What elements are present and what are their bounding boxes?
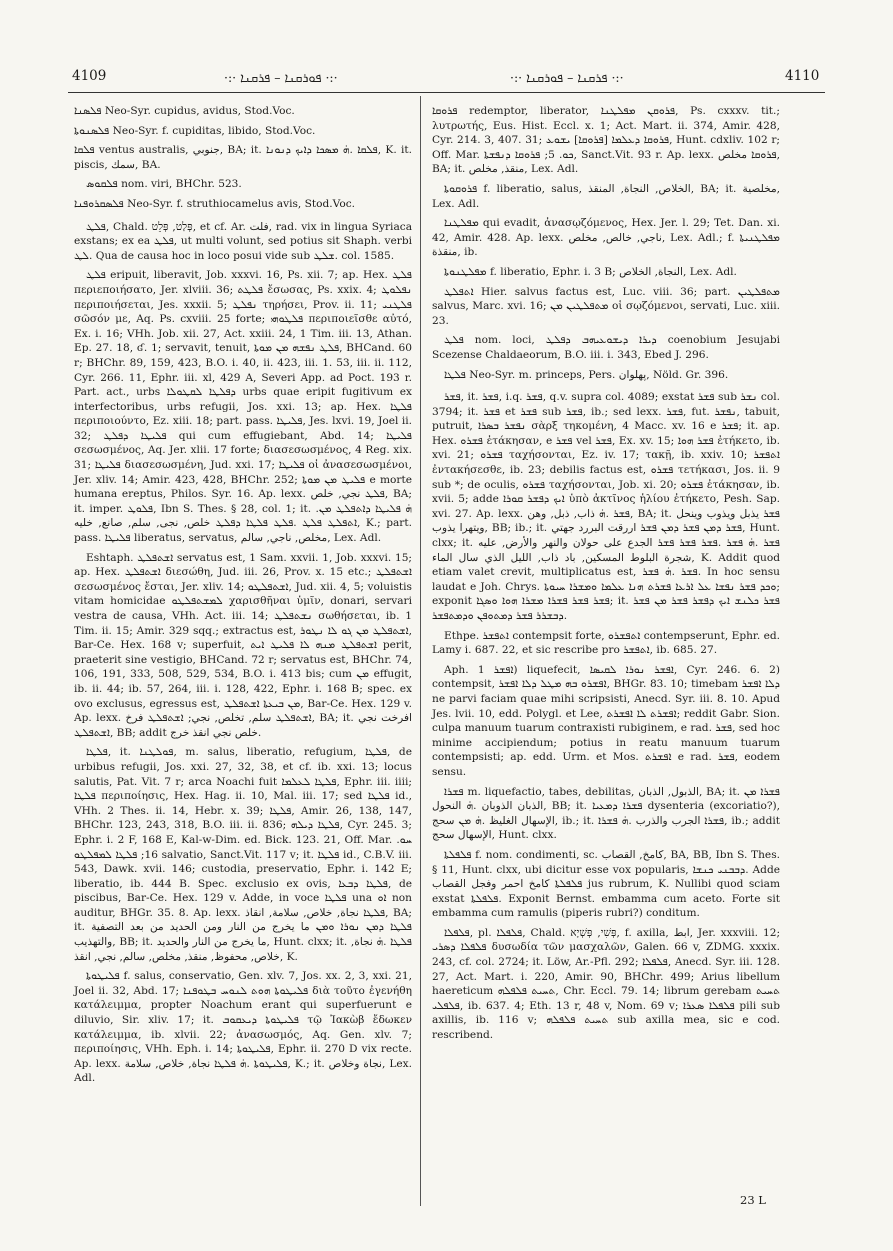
lexicon-entry: ܦܪܘܩܘܬܐ f. liberatio, salus, ﺍﻟﺨﻼﺹ, ﺍﻟﻨﺠﺎﺓ, ﺍﻟﻤﻨﻘﺬ, BA; it. ﻣﺨﻠﺼﻴﺔ, Lex. Adl.	[432, 182, 780, 210]
page-header	[0, 68, 893, 92]
lexicon-entry: ܐܬܦܠܛ Hier. salvus factus est, Luc. viii. 36; part. ܡܬܦܠܛܝܢ salvus, Marc. xvi. 16; ܡܬܦܠܛܝܢ ܡܢ οἱ σῳζόμενοι, servati, Luc. xiii. 23.	[432, 285, 781, 327]
left-column	[74, 104, 412, 1091]
lexicon-entry: ܦܠܣܢܘܬܐ Neo-Syr. f. cupiditas, libido, Stod.Voc.	[74, 124, 316, 137]
right-column	[432, 104, 780, 1048]
column-divider	[420, 96, 421, 1206]
lexicon-entry: Aph. ܐܦܫܪ 1) liquefecit, ܐܦܫܪ ܢܘܪܐ ܠܩܝܣܐ, Cyr. 246. 6. 2) contempsit, ܐܦܫܪܘ ܒܗ ܡܛܠ ܕܠܐ ܐܦܫܪ, BHGr. 83. 10; timebam ܕܠܐ ܐܦܫܪ ne parvi faciam quae mihi scripsisti, Anecd. Syr. iii. 8. 10. Apud Jes. lvii. 10, edd. Polygl. et Lee, ܐܦܫܪܬ ܠܐ ܐܦܫܪܬ; reddit Gabr. Sion. culpa manuum tuarum contraxisti rubiginem, e rad. ܦܫܪ, sed hoc minime accipiendum; potius in reatu manuum tuarum contempsisti; ap. edd. Urm. et Mos. ܐܦܫܪܬ e rad. ܦܫܪ, eodem sensu.	[432, 663, 781, 778]
lexicon-entry: ܦܪܘܩܐ redemptor, liberator, ܦܪܘܩܢ ܡܦܠܛܢܐ, Ps. cxxxv. tit.; λυτρωτής, Eus. Hist. Eccl. x. 1; Act. Mart. ii. 374, Amir. 428, Cyr. 214. 3, 407. 31; ܦܪܘܩܐ ܕܥܠܡܐ [ܦܪܘܩܐ] ܝܫܘܥ, Hunt. cdxliv. 102 r; Off. Mar. ܟܘ. 5; ܦܪܘܩܐ ܕܢܦܫܬܐ, Sanct.Vit. 93 r. Ap. lexx. ܦܪܘܩܐ ﻣﺨﻠﺺ, BA; it. ﻣﻨﻘﺬ, ﻣﺨﻠﺺ, Lex. Adl.	[432, 105, 781, 176]
signature-mark: 23 L	[740, 1193, 766, 1207]
lexicon-entry: ܦܠܦܠܬܐ f. nom. condimenti, sc. ﻛﺎﻣﺦ, ﺍﻟﻘﺼﺎﺏ, BA, BB, Ibn S. Thes. § 11, Hunt. clxx, ubi dicitur esse vox popularis, ܕܒܒܢܝ ܟܢܫܐ. Adde ܦܠܦܠܬܐ ﻛﺎﻣﺦ ﺍﺣﻤﺮ ﻭﻓﺠﻞ ﺍﻟﻘﺼﺎﺏ jus rubrum, K. Nullibi quod sciam exstat ܦܠܦܠܬܐ. Exponit Bernst. embamma cum aceto. Forte sit embamma cum ramulis (piperis rubri?) conditum.	[432, 848, 781, 920]
header-rule	[68, 92, 825, 93]
lexicon-entry: ܦܫܪܐ m. liquefactio, tabes, debilitas, ﺍﻟﺬﺑﻮﻝ, ﺍﻟﺬﺑﺎﻥ, BA; it. ܦܫܪܐ ܡܢ ﺍﻟﺬﺑﺎﻥ ﺍﻟﺬﻭﺑﺎﻥ .ܗ̇ ﺍﻟﻨﺤﻮﻝ, BB; it. ܦܫܪܐ ܕܡܥܝܐ dysenteria (excoriatio?), ﺍﻹﺳﻬﺎﻝ ﺍﻟﻐﻠﻴﻆ .ܗ̇ ܡܢ ﺳﺤﺞ, ib.; it. ܦܫܪܐ ﺍﻟﺠﺮﺏ ﻭﺍﻟﺬﺭﺏ .ܗ̇ ܦܫܪܐ, ib.; addit ﺍﻹﺳﻬﺎﻝ ﺳﺤﺞ, Hunt. clxx.	[432, 785, 781, 842]
lexicon-entry: ܦܠܝܛܘܬܐ f. salus, conservatio, Gen. xlv. 7, Jos. xx. 2, 3, xxi. 21, Joel ii. 32, Abd. 17; ܦܠܝܛܘܬܐ ܗܘܬ ܠܢܘܚ ܒܛܘܦܢܐ διὰ τοῦτο ἐγενήθη κατάλειμμα, propter Noachum erant qui superfuerunt e diluvio, Sir. xliv. 17; it. ܦܠܝܛܘܬܐ ܕܝܥܩܘܒ τῷ Ἰακὼβ ἔδωκεν κατάλειμμα, ib. xlvii. 22; ἀνασωσμός, Aq. Gen. xlv. 7; περιποίησις, VHh. Eph. i. 14; ܦܠܝܛܘܬܐ, Ephr. ii. 270 D vix recte. Ap. lexx. ܦܠܝܛܘܬܐ .ܗ̇ ܦܠܛܐ ﻧﺠﺎﺓ, ﺧﻼﺹ, ﺳﻼﻣﺔ, K.; it. ﻧﺠﺎﺓ ﻭﺧﻼﺹ, Lex. Adl.	[74, 970, 413, 1085]
lexicon-entry: ܡܦܠܛܢܐ qui evadit, ἀνασῳζόμενος, Hex. Jer. l. 29; Tet. Dan. xi. 42, Amir. 428. Ap. lexx. ﻧﺎﺟﻲ, ﺧﺎﻟﺺ, ﻣﺨﻠﺺ, Lex. Adl.; f. ܡܦܠܛܢܝܬܐ ﻣﻨﻘﺬﺓ, ib.	[432, 217, 780, 259]
page-number-left: 4109	[72, 68, 107, 84]
lexicon-entry: ܦܠܛܐ Neo-Syr. m. princeps, Pers. ﭘﻬﻠﻮﺍﻥ, Nöld. Gr. 396.	[444, 368, 729, 381]
running-head-left: ·:· ܦܘܪܩܢܐ – ܦܪܩܢܐ ·:·	[224, 70, 338, 85]
lexicon-entry: Eshtaph. ܐܫܬܦܠܛ servatus est, 1 Sam. xxvii. 1, Job. xxxvi. 15; ap. Hex. ܐܫܬܦܠܛ διεσώθη, Jud. iii. 26, Prov. x. 15 etc.; ܐܫܬܦܠܛ σεσωσμένος ἔσται, Jer. xliv. 14; ܐܫܬܦܠܛܘ, Jud. xii. 4, 5; voluistis vitam homicidae ܠܡܫܬܦܠܛܘ χαρισθῆναι ὑμῖν, donari, servari vestra de causa, VHh. Act. iii. 14; ܢܫܬܦܠܛ σωθήσεται, ib. 1 Tim. ii. 15; Amir. 329 sqq.; extractus est, ܐܫܬܦܠܛ ܡܢ ܓܘ ܠܐ ܢܛܘܪ, Bar-Ce. Hex. 168 v; superfuit, ܐܫܬܦܠܛ ܡܢܗ ܠܐ ܦܠܝܛ ܐܝܬ perit, praeterit sine vestigio, BHCand. 72 r; servatus est, BHChr. 74, 106, 191, 333, 508, 529, 534, B.O. i. 413 bis; cum ܡܢ effugit, ib. ii. 44; ib. 57, 264, iii. i. 128, 422, Ephr. i. 168 B; spec. ex ovo exclusus, egressus est, ܡܢ ܒܝܥܬܐ ܐܫܬܦܠܛ, Bar-Ce. Hex. 129 v. Ap. lexx. ܐܫܬܦܠܛ ﺳﻠﻢ, ﺗﺨﻠﺺ, ﻧﺠﻲ; ܐܫܬܦܠܛ ﻓﺮﺥ, BA; it. ﺍﻓﺮﺧﺖ ﻧﺠﻲ ܐܫܬܦܠܛ, BB; addit ﺧﻠﺺ ﻧﺠﻲ ﺍﻧﻘﺬ ﺧﺮﺝ.	[74, 551, 413, 739]
lexicon-entry: Ethpe. ܐܬܦܫܪ contempsit forte, ܐܬܦܫܪܘ contempserunt, Ephr. ed. Lamy i. 687. 22, et sic rescribe pro ܐܬܦܫܪ, ib. 685. 27.	[432, 629, 780, 657]
lexicon-entry: ܦܫܪ, it. ܦܫܪ, i.q. ܦܫܪ, q.v. supra col. 4089; exstat ܦܫܪ sub ܢܫܪ col. 3794; it. ܦܫܪ et ܦܫܪ sub ܦܫܪ, ib.; sed lexx. ܦܫܪ, fut. ܢܦܫܪ, tabuit, putruit, ܢܦܫܪ ܒܣܪܐ σὰρξ τηκομένη, 4 Macc. xv. 16 e ܦܫܪ; it. ap. Hex. ܦܫܪܘ ἐτάκησαν, e ܦܫܪ vel ܦܫܪ, Ex. xv. 15; ܦܫܪ ܗܘܐ ἐτήκετο, ib. xvi. 21; ܦܫܪܘ ταχήσονται, Ez. iv. 17; τακῇ, ib. xxiv. 10; ܐܬܦܫܪ ἐντακήσεσθε, ib. 23; debilis factus est, ܦܫܪܘ τετήκασι, Jos. ii. 9 sub *; de oculis, ܦܫܪܘ ταχήσονται, Job. xi. 20; ܦܫܪܘ ἐτάκησαν, ib. xvii. 5; adde ܐܝܟ ܕܦܫܪ ܩܘܪܐ ὑπὸ ἀκτῖνος ἡλίου ἐτήκετο, Pesh. Sap. xvi. 27. Ap. lexx. ܦܫܪ .ܗ̇ ﺫﺍﺏ, ﺫﺑﻞ, ﻭﻫﻦ, BA; it. ܦܫܪ ﻳﺬﺑﻞ ﻭﻳﺬﻭﺏ ﻭﻳﻨﺤﻞ ﻭﻳﺘﻬﺮﺍ ﻳﺬﻭﺏ, BB; ib.; it. ܦܫܪ ܕܡܢ ܦܫܪ ܕܡܢ ܦܫܪ ﺍﺭﺭﻗﺖ ﺍﻟﺒﺮﺭﺩ ﺟﻬﺘﻲ, Hunt. clxx; it. ܦܫܪ .ܗ̇ ܦܫܪ .ܦܫܪ ܦܫܪ ܦܫܪ ﺍﻟﺠﺪﻉ ﻋﻠﻰ ﺣﻮﻻﻥ ﻭﺍﻟﻨﻬﺮ ﻭﺍﻷﺭﺽ, ﻋﻠﻴﻪ ﺷﺠﺮﺓ ﺍﻟﺒﻠﻮﻁ ﺍﻟﻤﺴﻜﻴﻦ, ﺑﺎﺩ ﺫﺍﺏ, ﺍﻟﻠﻴﻞ ﺍﻟﺬﻱ ﺳﺎﻝ ﺍﻟﻤﺎﺀ, K. Addit quod etiam valet crevit, multiplicatus est, ܦܫܪ .ܗ̇ ܦܫܪ. In hoc sensu laudat e Joh. Chrys. ܘܟܕ ܦܫܪ ܢܦܫܐ ܥܠ ܐܪܥܐ ܦܫܪܬ ܗܢܐ ܥܠܡܐ ܘܡܫܪܐ ܚܝܘܬܐ; exponit ܦܫܪ ܦܫܪ ܦܫܪܐ ܡܫܪܐ ܗܘܐ ܘܣܓܐ; it. ܦܫܪ ܟܠܢܫ ܐܝܟ ܕܦܫܪ ܦܫܪ ܡܢ ܦܫܪ ܕܒܫܪܪ ܦܫܪ ܕܡܬܘܦܢ ܘܕܡܬܦܫܪ.	[432, 391, 781, 622]
lexicon-entry: ܦܠܦܠܐ, pl. ܦܠܦܠܐ, Chald. פְּשִׁי, פְּשְׁיָא, f. axilla, ﺍﺑﻂ, Jer. xxxviii. 12; ܦܠܦܠܐ ܕܣܪܝ δυσωδία τῶν μασχαλῶν, Galen. 66 v, ZDMG. xxxix. 243, cf. col. 2724; it. Löw, Ar.-Pfl. 292; ܦܠܦܠܐ, Anecd. Syr. iii. 128. 27, Act. Mart. i. 220, Amir. 90, BHChr. 499; Arius libellum haereticum ܬܚܝܬ ܦܠܦܠܗ, Chr. Eccl. 79. 14; librum gerebam ܬܚܝܬ ܦܠܦܠܝ, ib. 637. 4; Eth. 13 r, 48 v, Nom. 69 v; ܦܠܦܠܐ ܣܥܪܐ pili sub axillis, ib. 116 v; ܬܚܝܬ ܦܠܦܠܗ sub axilla mea, sic e cod. rescribend.	[432, 926, 781, 1042]
lexicon-entry: ܦܠܩܘܣ nom. viri, BHChr. 523.	[86, 178, 242, 191]
running-head-right: ·:· ܦܪܩܢܐ – ܦܘܪܩܢܐ ·:·	[510, 70, 624, 85]
lexicon-entry: ܦܠܣܢܐ Neo-Syr. cupidus, avidus, Stod.Voc.	[74, 105, 295, 117]
lexicon-entry: ܦܠܛ eripuit, liberavit, Job. xxxvi. 16, Ps. xii. 7; ap. Hex. ܦܠܛ περιεποιήσατο, Jer. xlviii. 36; ܦܠܛܬ ἔσωσας, Ps. xxix. 4; ܢܦܠܘܛ περιποιήσεται, Jes. xxxii. 5; ܢܦܠܛ τηρήσει, Prov. ii. 11; ܦܠܛܢܝ σῶσόν με, Aq. Ps. cxviii. 25 forte; ܦܠܛܘܗܝ περιποιεῖσθε αὐτό, Ex. i. 16; VHh. Job. xii. 27, Act. xxiii. 24, 1 Tim. iii. 13, Athan. Ep. 27. 18, ʛ. 1; servavit, tenuit, ܦܠܛ ܢܦܫܗ ܡܢ ܡܘܬܐ, BHCand. 60 r; BHChr. 89, 159, 423, B.O. i. 40, ii. 423, iii. 1. 53, iii. ii. 112, Cyr. 266. 11, Ephr. iii. xl, 429 A, Severi App. ad Poct. 193 r. Part. act., urbs ܕܦܠܛܐ ܠܩܛܘܠܐ urbs quae eripit fugitivum ex interfectoribus, urbs refugii, Jos. xxi. 13; ap. Hex. ܦܠܛܐ περιποιούντο, Ez. xiii. 18; part. pass. ܦܠܝܛܐ, Jes. lxvi. 19, Joel ii. 32; ܦܠܝܛܐ ܕܦܠܛ qui cum effugiebant, Abd. 14; ܦܠܝܛܐ σεσωσμένος, Aq. Jer. xlii. 17 forte; διασεσωσμένος, 4 Reg. xix. 31; ܦܠܝܛܐ διασεσωσμένη, Jud. xxi. 17; ܦܠܝܛܐ οἱ ἀνασεσωσμένοι, Jer. xliv. 14; Amir. 423, 428, BHChr. 252; ܦܠܝܛ ܡܢ ܡܘܬܐ e morte humana ereptus, Philos. Syr. 16. Ap. lexx. ܦܠܛ ﻧﺠﻲ, ﺧﻠﺺ, BA; it. imper. ܦܠܘܛ, Ibn S. Thes. § 28, col. 1; it. .ܗ̇ ܦܠܝܛܐ ܕܐܬܦܠܛ ܡܢ ܐܬܦܠܛ ܦܠܛ .ܦܠܛ ܦܠܛܐ ܕܦܠܛ ﺧﻠﺺ, ﻧﺠﻰ, ﺳﻠﻢ, ﺻﺎﻧﻊ, ﺧﻠﻴﻪ, K.; part. pass. ܦܠܝܛܐ liberatus, servatus, ﻣﺨﻠﺺ, ﻧﺎﺟﻲ, ﺳﺎﻟﻢ, Lex. Adl.	[74, 269, 413, 545]
lexicon-entry: ܡܦܠܛܢܘܬܐ f. liberatio, Ephr. i. 3 B; ﺍﻟﻨﺠﺎﺓ, ﺍﻟﺨﻼﺹ, Lex. Adl.	[444, 265, 737, 278]
lexicon-entry: ܦܠܛ, Chald. פְּלַט, פְּלֵט, et cf. Ar. ﻓﻠﺖ, rad. vix in lingua Syriaca exstans; ex ea ܦܠܛ, ut multi volunt, sed potius sit Shaph. verbi ܠܛ. Qua de causa hoc in loco posui vide sub ܫܠܛ. col. 1585.	[74, 220, 413, 262]
lexicon-entry: ܦܠܛ nom. loci, ܕܝܪܐ ܕܝܫܘܥܝܗܒ ܕܦܠܛ coenobium Jesujabi Scezense Chaldaeorum, B.O. iii. i. 343, Ebed J. 296.	[432, 334, 780, 361]
page-number-right: 4110	[785, 68, 820, 84]
lexicon-entry: ܦܠܩܐ ventus australis, ﺟﻨﻮﺑﻲ, BA; it. ܦܠܩܐ .ܗ̇ ܡܣܟܐ ܕܐܝܟ ܕܢܘܢܐ, K. it. piscis, ﺳﻤﻚ, BA.	[74, 144, 412, 171]
lexicon-entry: ܦܠܣܩܪܘܦܢܐ Neo-Syr. f. struthiocamelus avis, Stod.Voc.	[74, 197, 356, 210]
lexicon-entry: ܦܠܛܐ, it. ܦܘܠܛܢܐ, m. salus, liberatio, refugium, ܦܠܛܐ, de urbibus refugii, Jos. xxi. 27, 32, 38, et cf. ib. xxi. 13; locus salutis, Pat. Vit. 7 r; arca Noachi fuit ܦܠܛܐ ܠܥܠܡܐ, Ephr. iii. iiii; ܦܠܛܐ περιποίησις, Hex. Hag. ii. 10, Mal. iii. 17; sed ܦܠܛܐ id., VHh. 2 Thes. ii. 14, Hebr. x. 39; ܦܠܛܐ, Amir. 26, 138, 147, BHChr. 123, 243, 318, B.O. iii. ii. 836; ܦܠܛܐ ܕܝܠܗ, Cyr. 245. 3; Ephr. i. 2 F, 168 E, Kal-w-Dim. ed. Bick. 123. 21, Off. Mar. ܚܘ. 16; ܦܠܛܐ ܠܡܦܠܛܘ salvatio, Sanct.Vit. 117 v; it. ܦܠܛܐ id., C.B.V. iii. 543, Dawk. xvii. 146; custodia, preservatio, Ephr. i. 142 E; liberatio, ib. 444 B. Spec. exclusio ex ovis, ܦܠܛܐ ܕܒܥܐ, de piscibus, Bar-Ce. Hex. 129 v. Adde, in voce ܦܠܛܐ una ܐܘ non auditur, BHGr. 35. 8. Ap. lexx. ܦܠܛܐ ﻧﺠﺎﺓ, ﺧﻼﺹ, ﺳﻼﻣﺔ, ﺍﻧﻘﺎﺫ, BA; it. ܦܠܛܐ ܕܡܢ ܢܘܪܐ ܘܡܢ ﻣﺎ ﻳﺨﺮﺝ ﻣﻦ ﺍﻟﻨﺎﺭ ﻭﻣﻦ ﺍﻟﺤﺪﻳﺪ ﻣﻦ ﺑﻌﺪ ﺍﻟﺘﺼﻔﻴﺔ ﻭﺍﻟﺘﻬﺬﻳﺐ, BB; it. ﻣﺎ ﻳﺨﺮﺝ ﻣﻦ ﺍﻟﻨﺎﺭ ﻭﺍﻟﺤﺪﻳﺪ, Hunt. clxx; it. ܦܠܛܐ .ܗ̇ ﻧﺠﺎﺓ, ﺧﻼﺹ, ﻣﺤﻔﻮﻅ, ﻣﻨﻘﺬ, ﻣﺨﻠﺺ, ﺳﺎﻟﻢ, ﻧﺠﻲ, ﺍﻧﻘﺬ, K.	[74, 746, 413, 963]
